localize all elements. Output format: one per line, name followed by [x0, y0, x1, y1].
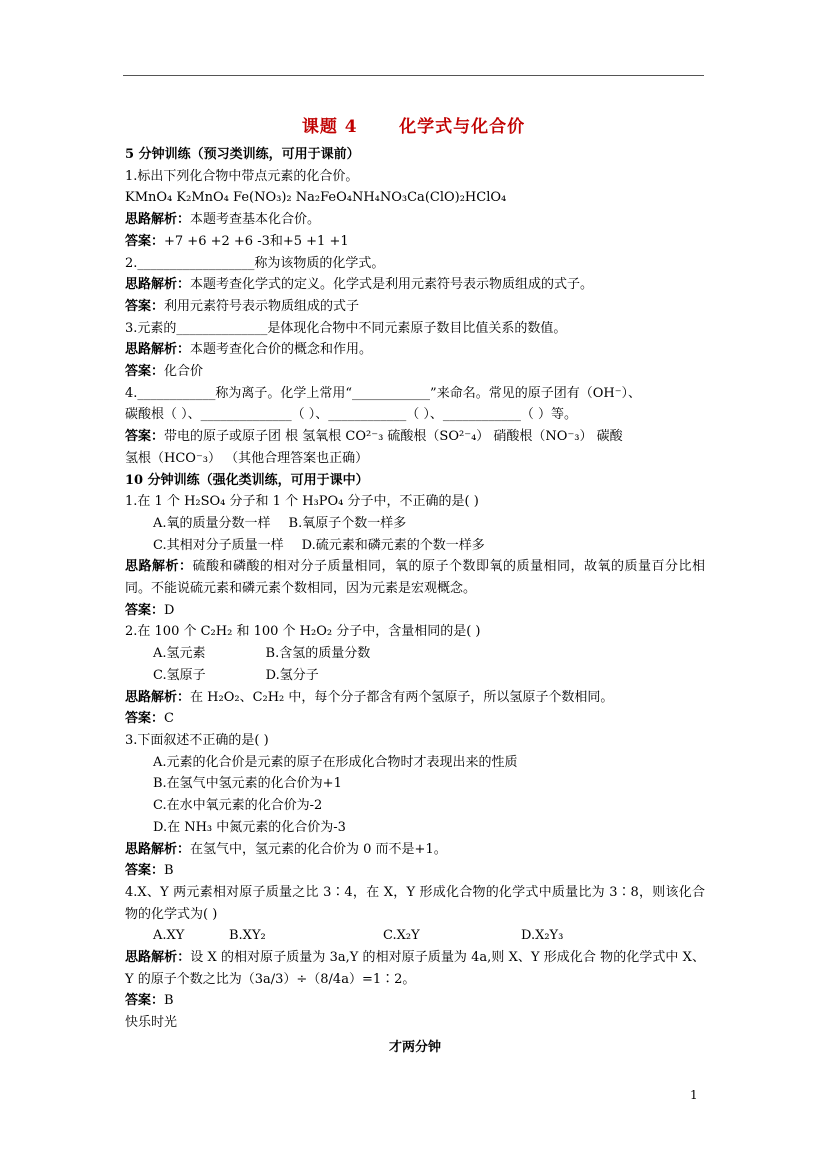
option-d: D.氢分子 — [265, 667, 319, 683]
section-heading-5min: 5 分钟训练（预习类训练，可用于课前） — [125, 147, 360, 162]
q5-options-row2 — [125, 535, 705, 557]
option-c: C.X₂Y — [383, 928, 420, 944]
answer-text: B — [164, 863, 174, 879]
analysis-text: 本题考查化合价的概念和作用。 — [190, 342, 373, 358]
answer-label: 答案： — [125, 364, 165, 380]
q7-option-d: D.在 NH₃ 中氮元素的化合价为-3 — [153, 819, 346, 835]
q3-analysis — [125, 339, 705, 361]
q8-options — [125, 925, 705, 947]
header-rule — [123, 75, 704, 76]
answer-text: 化合价 — [164, 364, 204, 380]
q6-options-row2 — [125, 665, 705, 687]
analysis-text: 本题考查基本化合价。 — [190, 212, 321, 228]
analysis-label: 思路解析： — [125, 212, 191, 228]
analysis-text: 本题考查化学式的定义。化学式是利用元素符号表示物质组成的式子。 — [190, 277, 594, 293]
option-c: C.氢原子 — [153, 667, 206, 683]
q4-answer-line2: 氢根（HCO⁻₃） （其他合理答案也正确） — [125, 450, 369, 466]
q7-answer — [125, 860, 705, 882]
q2-analysis — [125, 274, 705, 296]
analysis-label: 思路解析： — [125, 559, 193, 575]
analysis-label: 思路解析： — [125, 342, 191, 358]
analysis-text: 在 H₂O₂、C₂H₂ 中，每个分子都含有两个氢原子，所以氢原子个数相同。 — [190, 689, 614, 705]
option-a: A.XY — [153, 928, 185, 944]
q1-formulas: KMnO₄ K₂MnO₄ Fe(NO₃)₂ Na₂FeO₄NH₄NO₃Ca(ClO)₂HClO₄ — [125, 190, 507, 206]
q5-stem: 1.在 1 个 H₂SO₄ 分子和 1 个 H₃PO₄ 分子中，不正确的是( ) — [125, 494, 479, 510]
answer-label: 答案： — [125, 863, 165, 879]
option-a: A.氧的质量分数一样 — [153, 515, 271, 531]
q7-analysis — [125, 839, 705, 861]
option-a: A.氢元素 — [153, 646, 206, 662]
option-b: B.含氢的质量分数 — [265, 646, 371, 662]
analysis-label: 思路解析： — [125, 277, 191, 293]
q6-answer — [125, 708, 705, 730]
q6-options-row1 — [125, 643, 705, 665]
q7-stem: 3.下面叙述不正确的是( ) — [125, 732, 269, 748]
analysis-text: 在氢气中，氢元素的化合价为 0 而不是+1。 — [190, 841, 447, 857]
q1-answer — [125, 231, 705, 253]
q2-stem: 2.__________________称为该物质的化学式。 — [125, 255, 385, 271]
answer-text: +7 +6 +2 +6 -3和+5 +1 +1 — [164, 233, 349, 249]
q3-answer — [125, 361, 705, 383]
q8-answer — [125, 990, 705, 1012]
analysis-text: 设 X 的相对原子质量为 3a,Y 的相对原子质量为 4a,则 X、Y 形成化合 物的化学式中 X、Y 的原子个数之比为（3a/3）÷（8/4a）=1∶2。 — [125, 950, 705, 987]
answer-text: B — [164, 993, 174, 1009]
analysis-text: 硫酸和磷酸的相对分子质量相同，氧的原子个数即氧的质量相同，故氧的质量百分比相同。不能说硫元素和磷元素个数相同，因为元素是宏观概念。 — [125, 559, 705, 597]
option-c: C.其相对分子质量一样 — [153, 537, 284, 553]
happy-time-heading: 快乐时光 — [125, 1015, 178, 1031]
q2-answer — [125, 296, 705, 318]
q1-analysis — [125, 209, 705, 231]
analysis-label: 思路解析： — [125, 950, 191, 966]
q4-answer-line1 — [125, 426, 705, 448]
answer-label: 答案： — [125, 711, 165, 727]
document-body — [125, 144, 705, 1059]
answer-label: 答案： — [125, 602, 165, 618]
page-title: 课题 4 化学式与化合价 — [301, 117, 526, 137]
answer-text: C — [164, 711, 174, 727]
happy-time-title: 才两分钟 — [388, 1039, 441, 1055]
q8-stem: 4.X、Y 两元素相对原子质量之比 3∶4，在 X，Y 形成化合物的化学式中质量比为 3∶8，则该化合物的化学式为( ) — [125, 884, 705, 922]
answer-text: 利用元素符号表示物质组成的式子 — [164, 298, 360, 314]
analysis-label: 思路解析： — [125, 841, 191, 857]
q6-stem: 2.在 100 个 C₂H₂ 和 100 个 H₂O₂ 分子中，含量相同的是( ) — [125, 624, 481, 640]
q4-stem-line2: 碳酸根（ ）、______________（ ）、____________（ ）、____________（ ）等。 — [125, 407, 578, 423]
option-b: B.氧原子个数一样多 — [288, 515, 407, 531]
answer-label: 答案： — [125, 233, 165, 249]
q7-option-b: B.在氢气中氢元素的化合价为+1 — [153, 776, 342, 792]
section-heading-10min: 10 分钟训练（强化类训练，可用于课中） — [125, 472, 369, 488]
page-number: 1 — [690, 1088, 698, 1102]
q7-option-c: C.在水中氧元素的化合价为-2 — [153, 798, 323, 814]
q1-stem: 1.标出下列化合物中带点元素的化合价。 — [125, 168, 359, 184]
answer-label: 答案： — [125, 298, 165, 314]
answer-text: 带电的原子或原子团 根 氢氧根 CO²⁻₃ 硫酸根（SO²⁻₄） 硝酸根（NO⁻₃） 碳酸 — [164, 429, 623, 445]
q5-options-row1 — [125, 513, 705, 535]
option-d: D.硫元素和磷元素的个数一样多 — [301, 537, 485, 553]
q5-answer — [125, 600, 705, 622]
answer-label: 答案： — [125, 429, 165, 445]
q4-stem-line1: 4.____________称为离子。化学上常用“____________”来命名。常见的原子团有（OH⁻）、 — [125, 385, 642, 401]
option-d: D.X₂Y₃ — [521, 928, 564, 944]
q6-analysis — [125, 687, 705, 709]
q8-analysis — [125, 947, 705, 990]
answer-label: 答案： — [125, 993, 165, 1009]
answer-text: D — [164, 602, 175, 618]
option-b: B.XY₂ — [229, 928, 266, 944]
q7-option-a: A.元素的化合价是元素的原子在形成化合物时才表现出来的性质 — [153, 754, 518, 770]
analysis-label: 思路解析： — [125, 689, 191, 705]
q3-stem: 3.元素的______________是体现化合物中不同元素原子数目比值关系的数值。 — [125, 320, 567, 336]
q5-analysis — [125, 556, 705, 599]
